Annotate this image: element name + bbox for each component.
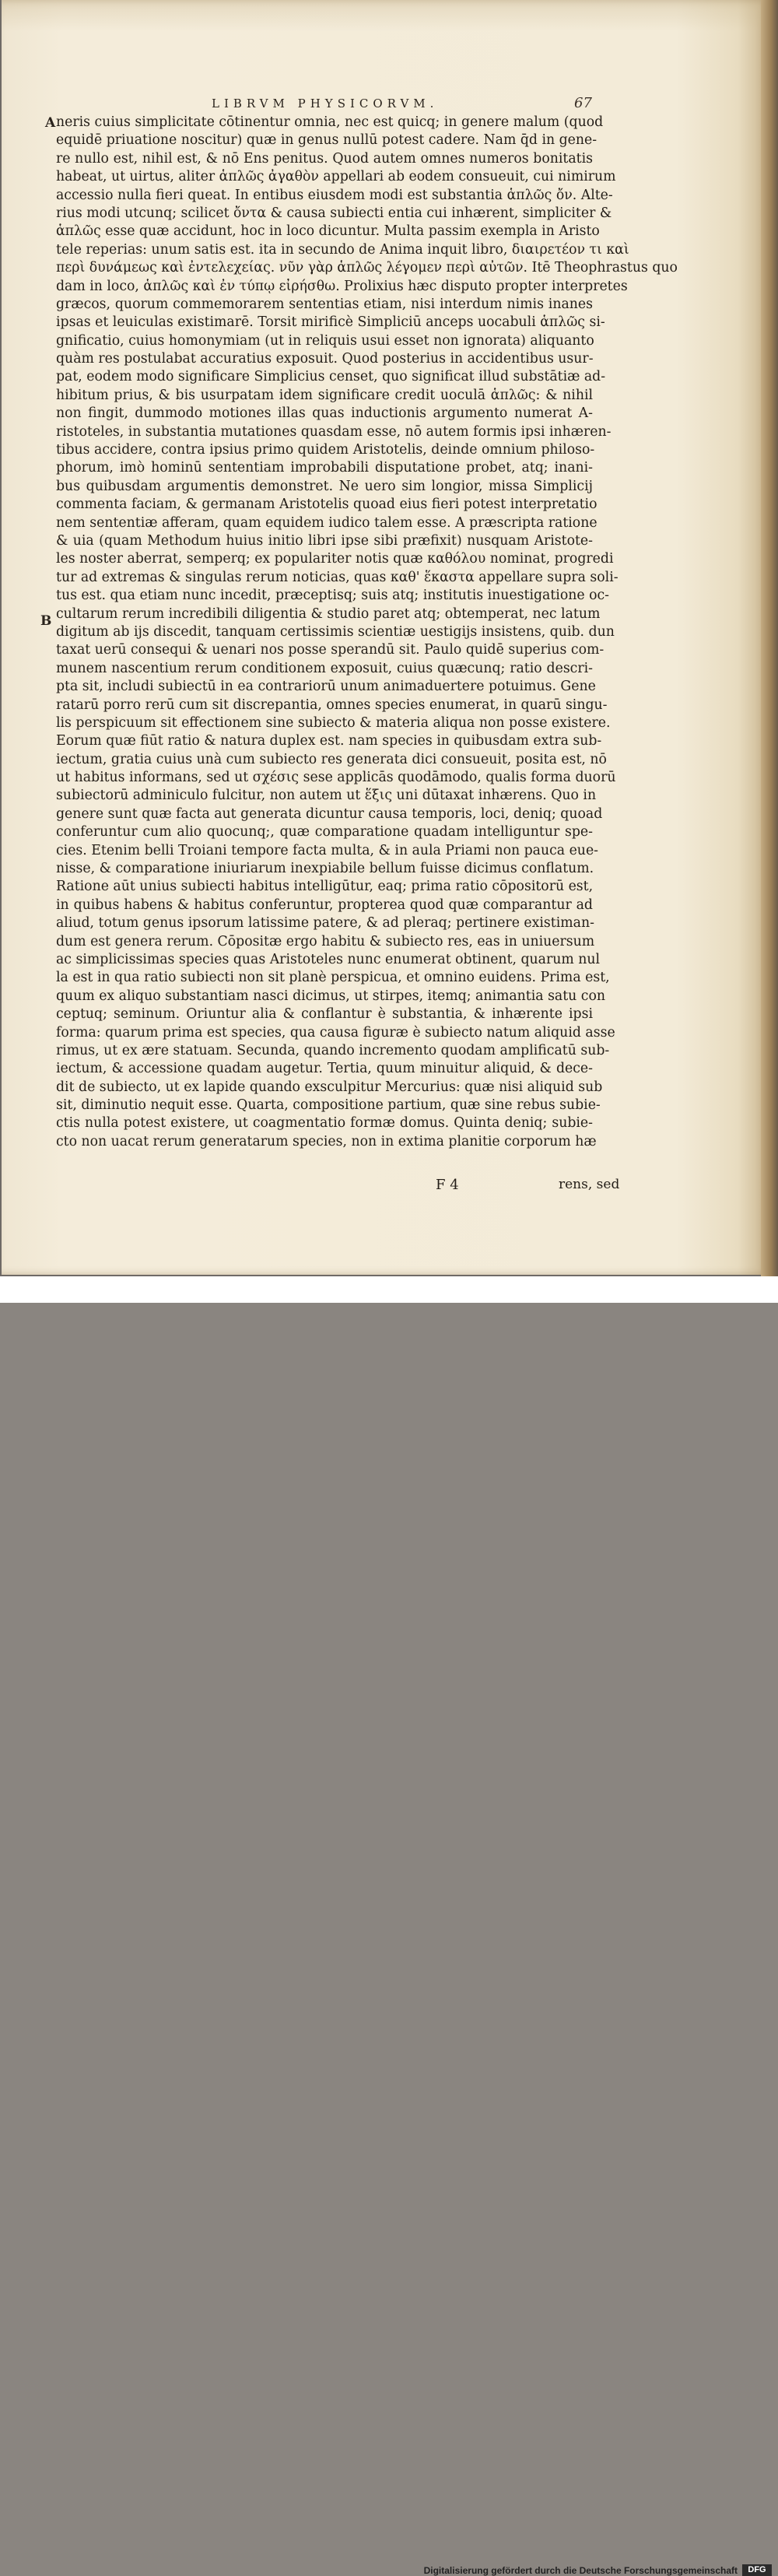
text-line: tibus accidere, contra ipsius primo quidem Aristotelis, deinde omnium philoso- xyxy=(56,442,595,458)
text-line: re nullo est, nihil est, & nō Ens penitus. Quod autem omnes numeros bonitatis xyxy=(56,150,593,167)
marginal-letter-b: B xyxy=(40,613,52,629)
signature-mark: F 4 xyxy=(436,1177,459,1193)
text-line: bus quibusdam argumentis demonstret. Ne uero sim longior, missa Simplicij xyxy=(56,478,593,494)
dfg-logo-icon[interactable]: DFG xyxy=(742,2564,772,2576)
text-line: græcos, quorum commemorarem sententias etiam, nisi interdum nimis inanes xyxy=(56,296,593,312)
page-edge xyxy=(761,0,778,1276)
text-line: tus est. qua etiam nunc incedit, præceptisq; suis atq; institutis inuestigatione oc- xyxy=(56,588,610,604)
text-line: forma: quarum prima est species, qua causa figuræ è subiecto natum aliquid asse xyxy=(56,1024,615,1041)
text-line: quàm res postulabat accuratius exposuit. Quod posterius in accidentibus usur- xyxy=(56,351,594,367)
text-line: iectum, & accessione quadam augetur. Tertia, quum minuitur aliquid, & dece- xyxy=(56,1061,593,1077)
text-line: ristoteles, in substantia mutationes quasdam esse, nō autem formis ipsi inhæren- xyxy=(56,423,612,440)
text-line: genere sunt quæ facta aut generata dicuntur causa temporis, loci, deniq; quoad xyxy=(56,805,603,822)
text-line: cultarum rerum incredibili diligentia & studio paret atq; obtemperat, nec latum xyxy=(56,605,601,622)
text-line: ipsas et leuiculas existimarē. Torsit mirificè Simpliciū anceps uocabuli ἁπλῶς si- xyxy=(56,314,605,331)
text-line: equidē priuatione noscitur) quæ in genus nullū potest cadere. Nam q̄d in gene- xyxy=(56,132,598,149)
text-line: cies. Etenim belli Troiani tempore facta multa, & in aula Priami non pauca eue- xyxy=(56,842,599,858)
text-line: non fingit, dummodo motiones illas quas inductionis argumento numerat A- xyxy=(56,405,593,422)
text-line: nisse, & comparatione iniuriarum inexpiabile bellum fuisse dicimus conflatum. xyxy=(56,861,594,877)
text-line: rius modi utcunq; scilicet ὄντα & causa subiecti entia cui inhærent, simpliciter & xyxy=(56,205,612,221)
text-line: Eorum quæ fiūt ratio & natura duplex est. nam species in quibusdam extra sub- xyxy=(56,733,602,749)
text-line: ctis nulla potest existere, ut coagmentatio formæ domus. Quinta deniq; subie- xyxy=(56,1115,593,1132)
footer-credit[interactable]: Digitalisierung gefördert durch die Deutsche Forschungsgemeinschaft xyxy=(423,2565,738,2576)
text-line: taxat uerū consequi & uenari nos posse sperandū sit. Paulo quidē superius com- xyxy=(56,642,605,658)
text-line: ratarū porro rerū cum sit discrepantia, omnes species enumerat, in quarū singu- xyxy=(56,697,608,713)
text-line: ἁπλῶς esse quæ accidunt, hoc in loco dicuntur. Multa passim exempla in Aristo xyxy=(56,223,600,240)
text-line: habeat, ut uirtus, aliter ἁπλῶς ἀγαθὸν appellari ab eodem consueuit, cui nimirum xyxy=(56,169,616,185)
text-line: tele reperias: unum satis est. ita in secundo de Anima inquit libro, διαιρετέον τι καὶ xyxy=(56,241,629,258)
marginal-letter-a: A xyxy=(45,115,56,131)
text-line: quum ex aliquo substantiam nasci dicimus, ut stirpes, itemq; animantia satu con xyxy=(56,988,606,1004)
text-line: dum est genera rerum. Cōpositæ ergo habitu & subiecto res, eas in uniuersum xyxy=(56,933,595,949)
body-text xyxy=(56,114,678,1151)
text-line: dam in loco, ἁπλῶς καὶ ἐν τύπῳ εἰρήσθω. Prolixius hæc disputo propter interpretes xyxy=(56,278,628,294)
text-line: & uia (quam Methodum huius initio libri ipse sibi præfixit) nusquam Aristote- xyxy=(56,532,593,549)
text-line: περὶ δυνάμεως καὶ ἐντελεχείας. νῦν γὰρ ἁπλῶς λέγομεν περὶ αὐτῶν. Itē Theophrastus quo xyxy=(56,260,678,276)
text-line: sit, diminutio nequit esse. Quarta, compositione partium, quæ sine rebus subie- xyxy=(56,1097,601,1114)
text-line: tur ad extremas & singulas rerum noticias, quas καθ' ἕκαστα appellare supra soli- xyxy=(56,569,619,585)
text-line: la est in qua ratio subiecti non sit planè perspicua, et omnino euidens. Prima est, xyxy=(56,970,610,986)
text-line: dit de subiecto, ut ex lapide quando exsculpitur Mercurius: quæ nisi aliquid sub xyxy=(56,1079,603,1095)
digitization-footer xyxy=(0,1276,778,2576)
text-line: subiectorū adminiculo fulcitur, non autem ut ἕξις uni dūtaxat inhærens. Quo in xyxy=(56,788,597,804)
text-line: ac simplicissimas species quas Aristoteles nunc enumerat obtinent, quarum nul xyxy=(56,951,601,967)
text-line: conferuntur cum alio quocunq;, quæ comparatione quadam intelliguntur spe- xyxy=(56,824,593,841)
page-stain xyxy=(2,0,769,31)
folio-number: 67 xyxy=(574,95,592,111)
running-head: LIBRVM PHYSICORVM. xyxy=(212,97,439,111)
catchword: rens, sed xyxy=(559,1177,620,1192)
text-line: neris cuius simplicitate cōtinentur omnia, nec est quicq; in genere malum (quod xyxy=(56,114,604,130)
text-line: nem sententiæ afferam, quam equidem iudico talem esse. A præscripta ratione xyxy=(56,514,598,531)
text-line: in quibus habens & habitus conferuntur, propterea quod quæ comparantur ad xyxy=(56,897,593,913)
text-line: digitum ab ijs discedit, tanquam certissimis scientiæ uestigijs insistens, quib. dun xyxy=(56,623,615,640)
text-line: gnificatio, cuius homonymiam (ut in reliquis usui esset non ignorata) aliquanto xyxy=(56,332,594,349)
text-line: commenta faciam, & germanam Aristotelis quoad eius fieri potest interpretatio xyxy=(56,497,598,513)
text-line: ceptuq; seminum. Oriuntur alia & conflantur è substantia, & inhærente ipsi xyxy=(56,1006,593,1023)
text-line: hibitum prius, & bis usurpatam idem significare credit uoculā ἁπλῶς: & nihil xyxy=(56,387,593,403)
text-line: accessio nulla fieri queat. In entibus eiusdem modi est substantia ἁπλῶς ὄν. Alte- xyxy=(56,187,613,203)
text-line: Ratione aūt unius subiecti habitus intelligūtur, eaq; prima ratio cōpositorū est, xyxy=(56,879,594,895)
text-line: pat, eodem modo significare Simplicius censet, quo significat illud substātiæ ad- xyxy=(56,369,606,385)
text-line: munem nascentium rerum conditionem exposuit, cuius quæcunq; ratio descri- xyxy=(56,660,593,676)
text-line: rimus, ut ex ære statuam. Secunda, quando incremento quodam amplificatū sub- xyxy=(56,1042,610,1058)
text-line: aliud, totum genus ipsorum latissime patere, & ad pleraq; pertinere existiman- xyxy=(56,915,594,932)
text-line: ut habitus informans, sed ut σχέσις sese applicās quodāmodo, qualis forma duorū xyxy=(56,770,616,786)
text-line: cto non uacat rerum generatarum species, non in extima planitie corporum hæ xyxy=(56,1133,597,1149)
text-line: lis perspicuum sit effectionem sine subiecto & materia aliqua non posse existere. xyxy=(56,714,611,731)
text-line: iectum, gratia cuius unà cum subiecto res generata dici consueuit, posita est, nō xyxy=(56,751,607,767)
text-line: pta sit, includi subiectū in ea contrariorū unum animaduertere potuimus. Gene xyxy=(56,679,596,695)
text-line: phorum, imò hominū sententiam improbabili disputatione probet, atq; inani- xyxy=(56,460,593,476)
text-line: les noster aberrat, semperq; ex populariter notis quæ καθόλου nominat, progredi xyxy=(56,551,614,567)
